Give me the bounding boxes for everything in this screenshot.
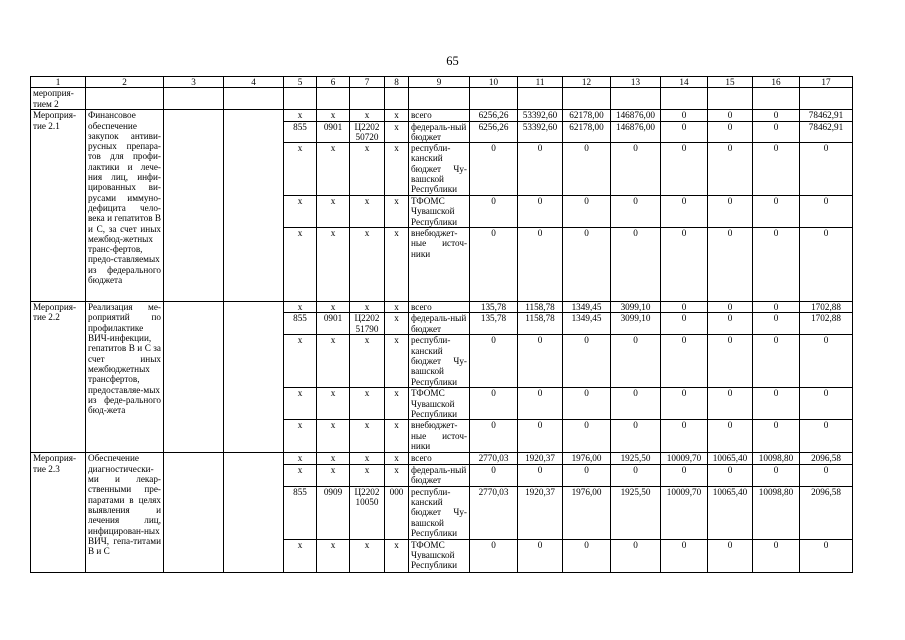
column-number-header: 1 (31, 77, 86, 88)
empty-cell (708, 88, 753, 110)
value-cell: 0 (563, 388, 611, 420)
funding-source-cell: внебюджет-ные источ-ники (409, 228, 470, 302)
value-cell: 0 (708, 121, 753, 143)
code-cell: х (385, 121, 409, 143)
code-cell: х (385, 110, 409, 121)
value-cell: 0 (518, 388, 563, 420)
value-cell: 0 (661, 335, 708, 388)
code-cell: х (317, 196, 350, 228)
budget-table (30, 76, 853, 573)
value-cell: 0 (753, 464, 800, 486)
value-cell: 0 (470, 335, 518, 388)
empty-cell (86, 88, 164, 110)
code-cell: х (317, 453, 350, 464)
value-cell: 0 (611, 228, 661, 302)
empty-cell (753, 88, 800, 110)
code-cell: х (284, 335, 317, 388)
code-cell: х (317, 302, 350, 313)
code-cell: х (317, 388, 350, 420)
value-cell: 78462,91 (800, 121, 853, 143)
empty-cell (164, 302, 224, 453)
code-cell: х (317, 143, 350, 196)
code-cell: х (350, 196, 385, 228)
empty-cell (518, 88, 563, 110)
column-number-header: 9 (409, 77, 470, 88)
value-cell: 0 (611, 420, 661, 453)
value-cell: 10009,70 (661, 453, 708, 464)
code-cell: х (284, 539, 317, 572)
value-cell: 1158,78 (518, 302, 563, 313)
value-cell: 1702,88 (800, 313, 853, 335)
column-number-header: 5 (284, 77, 317, 88)
code-cell: х (284, 110, 317, 121)
value-cell: 0 (661, 420, 708, 453)
value-cell: 0 (708, 539, 753, 572)
value-cell: 0 (563, 196, 611, 228)
value-cell: 2770,03 (470, 453, 518, 464)
value-cell: 0 (708, 335, 753, 388)
funding-source-cell: республи-канский бюджет Чу-вашской Республики (409, 143, 470, 196)
funding-source-cell: федераль-ный бюджет (409, 313, 470, 335)
code-cell: х (385, 313, 409, 335)
value-cell: 1349,45 (563, 313, 611, 335)
value-cell: 0 (518, 420, 563, 453)
value-cell: 1920,37 (518, 453, 563, 464)
code-cell: Ц2202 50720 (350, 121, 385, 143)
code-cell: Ц2202 10050 (350, 486, 385, 539)
value-cell: 0 (753, 121, 800, 143)
column-number-header: 3 (164, 77, 224, 88)
code-cell: х (350, 302, 385, 313)
value-cell: 10065,40 (708, 486, 753, 539)
value-cell: 10098,80 (753, 486, 800, 539)
value-cell: 1925,50 (611, 486, 661, 539)
column-number-header: 11 (518, 77, 563, 88)
value-cell: 0 (470, 196, 518, 228)
code-cell: 855 (284, 121, 317, 143)
funding-source-cell: внебюджет-ные источ-ники (409, 420, 470, 453)
value-cell: 53392,60 (518, 110, 563, 121)
table-row (31, 110, 853, 121)
empty-cell (224, 453, 284, 572)
empty-cell (385, 88, 409, 110)
value-cell: 0 (708, 464, 753, 486)
value-cell: 0 (708, 420, 753, 453)
value-cell: 2096,58 (800, 453, 853, 464)
funding-source-cell: федераль-ный бюджет (409, 121, 470, 143)
value-cell: 0 (753, 228, 800, 302)
value-cell: 0 (708, 302, 753, 313)
value-cell: 53392,60 (518, 121, 563, 143)
value-cell: 1920,37 (518, 486, 563, 539)
code-cell: х (385, 228, 409, 302)
table-row (31, 302, 853, 313)
column-numbers-row (31, 77, 853, 88)
value-cell: 0 (661, 228, 708, 302)
column-number-header: 7 (350, 77, 385, 88)
event-name-cell: Мероприя-тие 2.3 (31, 453, 86, 572)
event-description-cell: Обеспечение диагностически-ми и лекар-ственными пре-паратами в целях выявления и лечения лиц, инфицирован-ных ВИЧ, гепа-титами В и С (86, 453, 164, 572)
value-cell: 0 (661, 388, 708, 420)
column-number-header: 8 (385, 77, 409, 88)
value-cell: 0 (708, 110, 753, 121)
value-cell: 0 (661, 313, 708, 335)
funding-source-cell: федераль-ный бюджет (409, 464, 470, 486)
value-cell: 0 (470, 539, 518, 572)
value-cell: 2770,03 (470, 486, 518, 539)
value-cell: 0 (470, 228, 518, 302)
funding-source-cell: всего (409, 110, 470, 121)
value-cell: 3099,10 (611, 302, 661, 313)
value-cell: 0 (611, 388, 661, 420)
value-cell: 0 (563, 539, 611, 572)
column-number-header: 2 (86, 77, 164, 88)
code-cell: 855 (284, 486, 317, 539)
value-cell: 0 (518, 143, 563, 196)
value-cell: 0 (518, 196, 563, 228)
value-cell: 0 (563, 143, 611, 196)
code-cell: х (317, 110, 350, 121)
value-cell: 6256,26 (470, 110, 518, 121)
value-cell: 0 (753, 143, 800, 196)
code-cell: х (350, 143, 385, 196)
code-cell: х (284, 420, 317, 453)
column-number-header: 17 (800, 77, 853, 88)
value-cell: 1158,78 (518, 313, 563, 335)
code-cell: х (350, 228, 385, 302)
code-cell: х (350, 464, 385, 486)
value-cell: 0 (708, 228, 753, 302)
value-cell: 0 (753, 388, 800, 420)
empty-cell (611, 88, 661, 110)
funding-source-cell: республи-канский бюджет Чу-вашской Республики (409, 335, 470, 388)
value-cell: 0 (611, 143, 661, 196)
code-cell: х (385, 302, 409, 313)
value-cell: 0 (753, 335, 800, 388)
empty-cell (563, 88, 611, 110)
value-cell: 135,78 (470, 302, 518, 313)
value-cell: 0 (661, 196, 708, 228)
code-cell: х (284, 143, 317, 196)
value-cell: 0 (800, 228, 853, 302)
code-cell: 0901 (317, 121, 350, 143)
value-cell: 0 (470, 143, 518, 196)
value-cell: 0 (753, 110, 800, 121)
event-description-cell: Реализация ме-роприятий по профилактике ВИЧ-инфекции, гепатитов В и С за счет иных межбюджетных трансфертов, предоставляе-мых из феде-рального бюд-жета (86, 302, 164, 453)
value-cell: 0 (800, 143, 853, 196)
value-cell: 0 (518, 464, 563, 486)
value-cell: 1702,88 (800, 302, 853, 313)
funding-source-cell: всего (409, 302, 470, 313)
value-cell: 0 (661, 539, 708, 572)
value-cell: 1976,00 (563, 453, 611, 464)
value-cell: 10065,40 (708, 453, 753, 464)
value-cell: 0 (661, 121, 708, 143)
code-cell: х (284, 464, 317, 486)
empty-cell (164, 110, 224, 302)
value-cell: 0 (518, 228, 563, 302)
code-cell: х (385, 388, 409, 420)
code-cell: х (284, 302, 317, 313)
empty-cell (317, 88, 350, 110)
funding-source-cell: ТФОМС Чувашской Республики (409, 388, 470, 420)
value-cell: 146876,00 (611, 121, 661, 143)
value-cell: 0 (753, 420, 800, 453)
value-cell: 0 (708, 143, 753, 196)
code-cell: 0909 (317, 486, 350, 539)
continuation-row (31, 88, 853, 110)
value-cell: 0 (708, 388, 753, 420)
code-cell: х (350, 335, 385, 388)
value-cell: 0 (800, 388, 853, 420)
value-cell: 0 (800, 539, 853, 572)
empty-cell (164, 453, 224, 572)
value-cell: 0 (800, 464, 853, 486)
code-cell: х (385, 453, 409, 464)
value-cell: 1925,50 (611, 453, 661, 464)
value-cell: 0 (611, 539, 661, 572)
value-cell: 0 (661, 464, 708, 486)
column-number-header: 13 (611, 77, 661, 88)
code-cell: х (385, 464, 409, 486)
code-cell: 000 (385, 486, 409, 539)
value-cell: 3099,10 (611, 313, 661, 335)
value-cell: 1349,45 (563, 302, 611, 313)
value-cell: 0 (611, 196, 661, 228)
value-cell: 135,78 (470, 313, 518, 335)
event-label-continued: мероприя-тием 2 (31, 88, 86, 110)
funding-source-cell: ТФОМС Чувашской Республики (409, 196, 470, 228)
value-cell: 0 (753, 302, 800, 313)
column-number-header: 6 (317, 77, 350, 88)
code-cell: х (284, 388, 317, 420)
value-cell: 0 (661, 302, 708, 313)
code-cell: х (317, 420, 350, 453)
column-number-header: 4 (224, 77, 284, 88)
funding-source-cell: всего (409, 453, 470, 464)
empty-cell (350, 88, 385, 110)
value-cell: 6256,26 (470, 121, 518, 143)
value-cell: 2096,58 (800, 486, 853, 539)
code-cell: х (350, 388, 385, 420)
value-cell: 1976,00 (563, 486, 611, 539)
value-cell: 78462,91 (800, 110, 853, 121)
column-number-header: 10 (470, 77, 518, 88)
code-cell: х (317, 335, 350, 388)
code-cell: 0901 (317, 313, 350, 335)
code-cell: х (284, 228, 317, 302)
code-cell: х (385, 539, 409, 572)
value-cell: 0 (518, 335, 563, 388)
event-name-cell: Мероприя-тие 2.1 (31, 110, 86, 302)
value-cell: 0 (800, 420, 853, 453)
empty-cell (224, 88, 284, 110)
value-cell: 0 (753, 539, 800, 572)
value-cell: 146876,00 (611, 110, 661, 121)
empty-cell (661, 88, 708, 110)
empty-cell (800, 88, 853, 110)
empty-cell (224, 302, 284, 453)
value-cell: 0 (800, 335, 853, 388)
column-number-header: 14 (661, 77, 708, 88)
value-cell: 0 (800, 196, 853, 228)
code-cell: х (385, 196, 409, 228)
event-description-cell: Финансовое обеспечение закупок антиви-русных препара-тов для профи-лактики и лече-ния лиц, инфи-цированных ви-русами иммуно-дефицита чело-века и гепатитов В и С, за счет иных межбюд-жетных транс-фертов, предо-ставляемых из федерального бюджета (86, 110, 164, 302)
table-row (31, 453, 853, 464)
column-number-header: 15 (708, 77, 753, 88)
value-cell: 0 (470, 388, 518, 420)
value-cell: 0 (708, 313, 753, 335)
code-cell: Ц2202 51790 (350, 313, 385, 335)
value-cell: 0 (563, 335, 611, 388)
value-cell: 0 (470, 464, 518, 486)
empty-cell (164, 88, 224, 110)
value-cell: 10098,80 (753, 453, 800, 464)
code-cell: х (350, 453, 385, 464)
value-cell: 0 (661, 143, 708, 196)
empty-cell (224, 110, 284, 302)
code-cell: х (385, 420, 409, 453)
value-cell: 0 (753, 313, 800, 335)
empty-cell (284, 88, 317, 110)
funding-source-cell: ТФОМС Чувашской Республики (409, 539, 470, 572)
value-cell: 0 (661, 110, 708, 121)
code-cell: х (284, 453, 317, 464)
value-cell: 62178,00 (563, 121, 611, 143)
value-cell: 0 (611, 335, 661, 388)
funding-source-cell: республи-канский бюджет Чу-вашской Республики (409, 486, 470, 539)
code-cell: х (317, 228, 350, 302)
code-cell: х (385, 335, 409, 388)
value-cell: 0 (611, 464, 661, 486)
column-number-header: 12 (563, 77, 611, 88)
value-cell: 0 (708, 196, 753, 228)
value-cell: 0 (753, 196, 800, 228)
code-cell: х (350, 110, 385, 121)
value-cell: 62178,00 (563, 110, 611, 121)
value-cell: 0 (518, 539, 563, 572)
code-cell: х (385, 143, 409, 196)
code-cell: х (317, 539, 350, 572)
code-cell: х (350, 420, 385, 453)
column-number-header: 16 (753, 77, 800, 88)
code-cell: х (284, 196, 317, 228)
value-cell: 10009,70 (661, 486, 708, 539)
code-cell: х (317, 464, 350, 486)
value-cell: 0 (470, 420, 518, 453)
value-cell: 0 (563, 228, 611, 302)
code-cell: 855 (284, 313, 317, 335)
value-cell: 0 (563, 464, 611, 486)
value-cell: 0 (563, 420, 611, 453)
empty-cell (470, 88, 518, 110)
event-name-cell: Мероприя-тие 2.2 (31, 302, 86, 453)
code-cell: х (350, 539, 385, 572)
page-number: 65 (446, 54, 459, 68)
empty-cell (409, 88, 470, 110)
